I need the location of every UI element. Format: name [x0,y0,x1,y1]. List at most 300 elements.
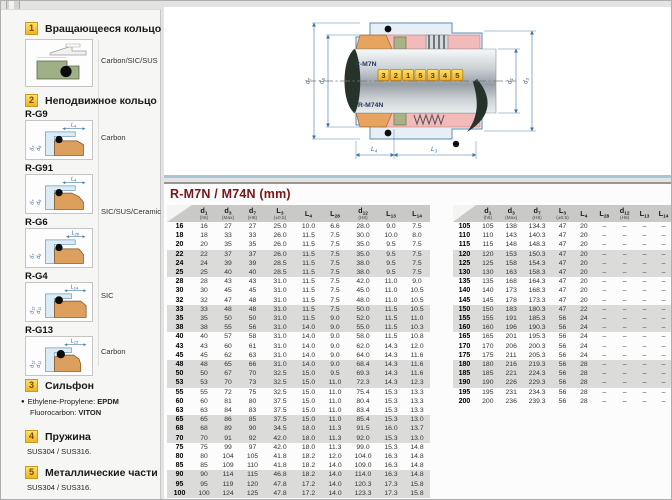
size-label: 165 [458,333,471,341]
value-cell: 11.0 [328,407,342,415]
value-cell: 15.3 [378,434,404,443]
value-cell: 200 [482,397,494,405]
value-cell: – [622,351,627,359]
value-cell: – [614,250,635,259]
value-cell: 50.0 [348,305,378,314]
value-cell: 56 [240,323,265,332]
section-title: Вращающееся кольцо [45,22,162,35]
value-cell: – [642,241,647,249]
value-cell: 11.3 [322,434,348,443]
value-cell: 81 [224,397,232,405]
value-cell: 14.8 [410,453,424,461]
value-cell: 17.3 [378,480,404,489]
value-cell: 120 [240,480,265,489]
value-cell: 11.0 [328,397,342,405]
value-cell: – [661,278,666,286]
value-cell: 14.8 [410,443,424,451]
value-cell: – [642,287,647,295]
value-cell: 56 [552,378,574,387]
value-cell: 47 [552,268,574,277]
value-cell: 15.0 [295,415,322,424]
value-cell: 45 [224,287,232,295]
value-cell: 16.3 [384,462,398,470]
value-cell: 56 [552,360,574,369]
table-row [167,323,430,332]
column-header: $L_{14}$ [404,205,430,222]
ring-thumbnail-rg91 [25,174,93,214]
value-cell: 28 [580,397,588,405]
value-cell: 39 [216,259,240,268]
value-cell: 15.3 [378,415,404,424]
value-cell: 28.0 [356,223,370,230]
size-label: 28 [175,278,184,286]
value-cell: – [594,268,614,277]
table-row [167,342,430,351]
value-cell: 91 [216,434,240,443]
value-cell: 190 [476,378,500,387]
value-cell: 27 [248,223,257,230]
value-cell: 11.0 [384,287,398,295]
section-title: Пружина [45,430,91,443]
table-row [453,286,672,295]
table-row [167,424,430,433]
value-cell: 11.5 [295,314,322,323]
value-cell: 124 [216,489,240,498]
value-cell: 15.8 [404,489,430,498]
value-cell: – [602,351,607,359]
section-rotating-ring [25,22,161,35]
value-cell: – [622,342,627,350]
value-cell: 66 [240,360,265,369]
value-cell: – [614,369,635,378]
value-cell: 148 [505,241,517,249]
value-cell: 15.3 [384,397,398,405]
section-number-badge: 2 [25,94,38,107]
value-cell: 28 [580,388,588,396]
value-cell: 56 [558,333,567,341]
value-cell: 15.0 [301,397,316,405]
value-cell: – [654,378,672,387]
value-cell: 16.3 [384,453,398,461]
value-cell: 11.6 [404,360,430,369]
value-cell: 48 [248,296,257,304]
section-number-badge: 4 [25,430,38,443]
size-label: 150 [453,305,476,314]
section-title: Неподвижное кольцо [45,94,157,107]
value-cell: 63 [248,351,257,359]
value-cell: – [661,333,666,341]
value-cell: 90 [240,424,265,433]
value-cell: 85 [200,462,208,470]
value-cell: 80 [248,397,257,405]
value-cell: 83.4 [356,407,370,415]
value-cell: 65 [216,360,240,369]
value-cell: 33 [224,232,232,240]
value-cell: – [622,223,627,230]
value-cell: 55 [200,388,208,396]
value-cell: 150.3 [523,250,552,259]
value-cell: 65 [192,415,216,424]
value-cell: 83 [248,407,257,415]
value-cell: – [602,223,607,230]
value-cell: 11.0 [384,296,398,304]
value-cell: 8.0 [412,232,422,240]
value-cell: 140 [482,287,494,295]
value-cell: 38.0 [348,268,378,277]
stationary-ring-diagram [26,229,92,267]
value-cell: 75 [200,443,208,451]
value-cell: 145 [482,296,494,304]
value-cell: 11.0 [328,388,342,396]
section-number-badge: 3 [25,379,38,392]
value-cell: 160 [476,323,500,332]
value-cell: 46.8 [265,470,295,479]
value-cell: 31.0 [265,360,295,369]
callout-number: 1 [406,71,411,80]
value-cell: 140.3 [528,232,546,240]
table-row [453,351,672,360]
value-cell: 15.0 [295,378,322,387]
header-row [453,205,672,222]
value-cell: 70 [216,378,240,387]
size-label: 68 [167,424,192,433]
value-cell: 168.3 [528,287,546,295]
column-header: $L_{13}$ [635,205,654,222]
value-cell: 70 [240,369,265,378]
value-cell: – [654,314,672,323]
value-cell: 61 [248,342,257,350]
table-row [167,397,430,406]
value-cell: 45.0 [356,287,370,295]
value-cell: 32 [200,296,208,304]
value-cell: – [642,296,647,304]
value-cell: 205.3 [528,351,546,359]
size-label: 120 [453,250,476,259]
value-cell: 16.0 [378,424,404,433]
value-cell: 20 [580,241,588,249]
value-cell: 99 [224,443,232,451]
size-label: 95 [167,480,192,489]
table-row [453,323,672,332]
value-cell: 33 [248,232,257,240]
table-row [453,397,672,406]
value-cell: 56 [558,397,567,405]
parts-legend-sidebar [1,9,161,500]
value-cell: 7.5 [330,241,340,249]
value-cell: 11.5 [302,232,315,240]
section-title: Сильфон [45,379,94,392]
table-row [167,296,430,305]
value-cell: 31.0 [273,296,287,304]
header-corner [167,205,192,222]
value-cell: 10.0 [384,232,398,240]
column-header: $L_{13}$ [378,205,404,222]
table-row [167,360,430,369]
value-cell: 9.0 [330,342,340,350]
material-label: Carbon/SIC/SUS [101,56,158,65]
value-cell: 18.0 [295,434,322,443]
value-cell: 143 [505,232,517,240]
column-header: $d_7$ (H8) [240,205,265,222]
value-cell: 45 [200,351,208,359]
value-cell: – [614,378,635,387]
value-cell: 130 [476,268,500,277]
value-cell: 11.3 [328,443,342,451]
value-cell: 20 [580,287,588,295]
value-cell: 234.3 [528,388,546,396]
size-label: 130 [453,268,476,277]
svg-text:L28: $L_{28}$ [71,230,79,237]
value-cell: 35.0 [356,241,370,249]
value-cell: 37.5 [273,397,287,405]
value-cell: 14.3 [384,342,398,350]
value-cell: – [594,305,614,314]
callout-badges [378,70,463,81]
value-cell: 47 [558,223,567,230]
size-label: 43 [175,342,184,350]
value-cell: 24 [192,259,216,268]
value-cell: 42.0 [273,443,287,451]
value-cell: 196 [500,323,523,332]
value-cell: 120.3 [348,480,378,489]
value-cell: 63 [200,407,208,415]
value-cell: 64.0 [356,351,370,359]
value-cell: – [622,397,627,405]
table-row [167,250,430,259]
value-cell: 7.5 [322,259,348,268]
value-cell: – [622,333,627,341]
size-label: 70 [167,434,192,443]
seal-cross-section-diagram [164,7,672,172]
svg-text:L4: $L_4$ [70,122,76,129]
value-cell: 11.5 [378,314,404,323]
value-cell: 48 [192,360,216,369]
value-cell: – [635,378,654,387]
size-label: 115 [458,241,471,249]
value-cell: – [642,351,647,359]
table-title: R-M7N / M74N (mm) [170,187,291,201]
table-row [453,296,672,305]
value-cell: 11.5 [295,268,322,277]
column-header: $L_3$ (±0.5) [265,205,295,222]
header-row [167,205,430,222]
size-label: 38 [167,323,192,332]
value-cell: 47 [558,296,567,304]
value-cell: 50 [192,369,216,378]
value-cell: – [654,360,672,369]
size-label: 155 [453,314,476,323]
value-cell: 11.3 [322,424,348,433]
size-label: 200 [458,397,471,405]
ring-type-label: R-G13 [25,325,53,336]
callout-number: 5 [418,71,423,80]
value-cell: 38 [192,323,216,332]
value-cell: 72.3 [348,378,378,387]
value-cell: 18.2 [301,462,316,470]
value-cell: 14.8 [410,462,424,470]
value-cell: – [594,323,614,332]
section-number-badge: 5 [25,466,38,479]
size-label: 90 [167,470,192,479]
value-cell: 28 [200,278,208,286]
value-cell: 18.2 [301,453,316,461]
value-cell: 11.5 [295,259,322,268]
value-cell: 11.5 [302,296,315,304]
value-cell: 13.7 [404,424,430,433]
material-label: Carbon [101,347,126,356]
value-cell: 26.0 [265,250,295,259]
value-cell: 236 [505,397,517,405]
size-label: 85 [175,462,184,470]
value-cell: 31.0 [265,305,295,314]
value-cell: 25.0 [273,223,287,230]
rotating-ring-diagram [26,40,92,86]
value-cell: – [594,369,614,378]
table-row [453,378,672,387]
value-cell: – [602,241,607,249]
size-label: 110 [458,232,471,240]
value-cell: 14.0 [295,323,322,332]
value-cell: 28 [573,378,594,387]
svg-text:L13: $L_{13}$ [70,338,78,345]
value-cell: 80.4 [356,397,370,405]
value-cell: – [594,250,614,259]
value-cell: 62 [224,351,232,359]
value-cell: 11.5 [302,241,315,249]
value-cell: – [622,296,627,304]
value-cell: 164.3 [528,278,546,286]
value-cell: 18.0 [295,424,322,433]
ring-type-label: R-G91 [25,163,53,174]
table-row [167,406,430,415]
value-cell: 125 [476,259,500,268]
value-cell: – [594,314,614,323]
value-cell: 20 [573,268,594,277]
table-row [453,388,672,397]
value-cell: 18 [200,232,208,240]
dimension-table-small-sizes [167,205,430,498]
value-cell: – [635,369,654,378]
table-row [167,480,430,489]
value-cell: – [602,333,607,341]
value-cell: 40 [200,333,208,341]
value-cell: 170 [482,342,494,350]
table-row [167,268,430,277]
value-cell: 173.3 [528,296,546,304]
size-label: 160 [453,323,476,332]
table-row [453,259,672,268]
value-cell: 10.8 [410,333,424,341]
value-cell: 33 [192,305,216,314]
column-header: $L_{14}$ [654,205,672,222]
value-cell: 14.3 [384,351,398,359]
value-cell: 11.5 [295,250,322,259]
value-cell: 7.5 [330,278,340,286]
value-cell: 13.0 [404,415,430,424]
value-cell: 183 [500,305,523,314]
svg-text:d7: $d_7$ [29,199,36,205]
table-row [167,452,430,461]
table-row [167,415,430,424]
value-cell: 39 [240,259,265,268]
header-corner [453,205,476,222]
stationary-ring-diagram [26,283,92,321]
value-cell: 216 [500,360,523,369]
value-cell: 50 [240,314,265,323]
value-cell: 45 [248,287,257,295]
ring-thumbnail-rg9 [25,120,93,160]
stationary-ring-diagram [26,337,92,375]
value-cell: – [635,323,654,332]
value-cell: 13.3 [410,397,424,405]
value-cell: 14.0 [328,462,342,470]
value-cell: 100 [192,489,216,498]
size-label: 105 [458,223,471,230]
value-cell: 7.5 [330,296,340,304]
value-cell: 56 [552,323,574,332]
value-cell: 224.3 [523,369,552,378]
value-cell: 30 [200,287,208,295]
size-label: 50 [167,369,192,378]
value-cell: 48 [216,305,240,314]
value-cell: 32.5 [273,388,287,396]
value-cell: 123.3 [348,489,378,498]
table-row [167,314,430,323]
value-cell: 7.5 [322,305,348,314]
value-cell: 9.0 [386,223,396,230]
value-cell: 15.3 [384,388,398,396]
value-cell: 37.5 [265,415,295,424]
value-cell: 35.0 [348,250,378,259]
table-row [167,231,430,240]
value-cell: 47 [558,278,567,286]
value-cell: – [661,287,666,295]
dimension-table-large-sizes [453,205,672,406]
value-cell: 92 [240,434,265,443]
size-label: 30 [175,287,184,295]
size-label: 60 [175,397,184,405]
ring-type-label: R-G9 [25,109,48,120]
value-cell: 24 [573,314,594,323]
bellows-material-line: ● Ethylene-Propylene: EPDM [21,397,119,406]
value-cell: 56 [552,314,574,323]
value-cell: 20 [200,241,208,249]
value-cell: 7.5 [412,241,422,249]
material-label: Carbon [101,133,126,142]
value-cell: – [602,278,607,286]
value-cell: – [642,388,647,396]
size-label: 145 [458,296,471,304]
value-cell: – [642,333,647,341]
value-cell: 12.0 [328,453,342,461]
value-cell: 14.0 [301,333,316,341]
value-cell: 10.0 [301,223,316,230]
value-cell: – [654,323,672,332]
value-cell: 7.5 [322,250,348,259]
size-label: 125 [453,259,476,268]
value-cell: 55 [216,323,240,332]
column-header: $d_1$ (h6) [192,205,216,222]
size-label: 140 [458,287,471,295]
bullet-icon: ● [21,399,25,405]
value-cell: 229.3 [523,378,552,387]
value-cell: 11.5 [302,278,315,286]
svg-text:d7: $d_7$ [29,253,36,259]
value-cell: 99.0 [356,443,370,451]
value-cell: 69.3 [348,369,378,378]
value-cell: 73 [240,378,265,387]
ring-thumbnail-rg13 [25,336,93,376]
